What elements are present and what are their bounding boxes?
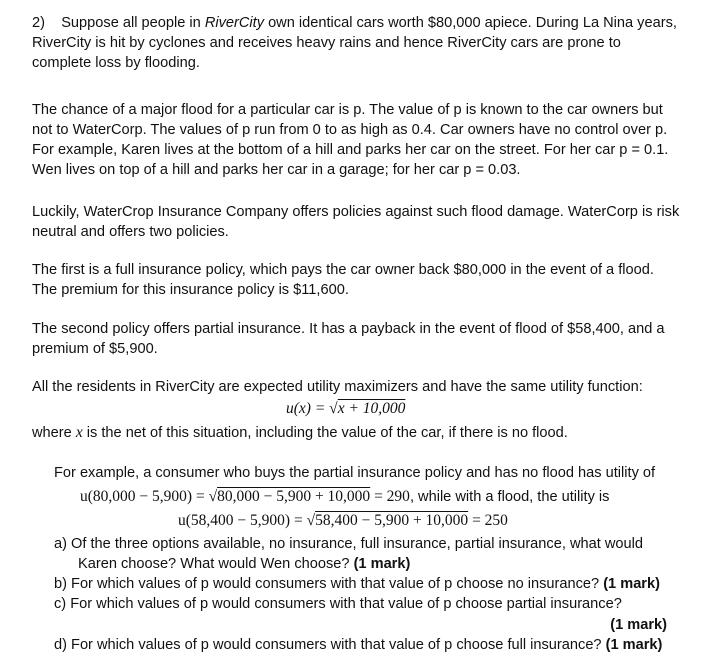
part-b-text: b) For which values of p would consumers with that value of p choose no insurance?: [54, 576, 604, 592]
where-b: is the net of this situation, including the value of the car, if there is no flood.: [82, 425, 568, 441]
part-d-mark: (1 mark): [605, 637, 663, 653]
example-line-3: u(58,400 − 5,900) = √58,400 − 5,900 + 10,000 = 250: [178, 512, 508, 529]
utility-radicand: x + 10,000: [337, 400, 406, 417]
utility-formula: u(x) = √x + 10,000: [286, 400, 406, 417]
part-a-mark: (1 mark): [353, 556, 411, 572]
paragraph-flood-probability: The chance of a major flood for a particular car is p. The value of p is known to the car owners but not to WaterCorp. The values of p run from 0 to as high as 0.4. Car owners have no control over p. For example, Karen lives at the bottom of a hill and parks her car on the street. For her car p = 0.1. Wen lives on top of a hill and parks her car in a garage; for her car p = 0.03.: [32, 102, 669, 178]
example-line-2: u(80,000 − 5,900) = √80,000 − 5,900 + 10,000 = 290, while with a flood, the utility is: [80, 488, 610, 505]
where-line: [32, 423, 568, 443]
paragraph-partial-policy: The second policy offers partial insurance. It has a payback in the event of flood of $58,400, and a premium of $5,900.: [32, 321, 665, 357]
example-result-2: = 250: [468, 512, 508, 529]
example-lhs-2: u(58,400 − 5,900) =: [178, 512, 307, 529]
part-c: c) For which values of p would consumers with that value of p choose partial insurance?: [54, 596, 622, 612]
paragraph-insurance-company: Luckily, WaterCrop Insurance Company offers policies against such flood damage. WaterCorp is risk neutral and offers two policies.: [32, 204, 680, 240]
example-radicand-2: 58,400 − 5,900 + 10,000: [315, 512, 469, 529]
example-result-1: = 290: [370, 488, 410, 505]
part-b: [54, 574, 660, 594]
part-d: [54, 635, 662, 655]
example-radicand-1: 80,000 − 5,900 + 10,000: [217, 488, 371, 505]
question-number: 2): [32, 15, 45, 31]
where-x: x: [75, 424, 83, 441]
example-line-1: For example, a consumer who buys the partial insurance policy and has no flood has utility of: [54, 465, 656, 481]
intro-text-b: own identical cars worth $80,000 apiece. During La Nina years, RiverCity is hit by cyclones and receives heavy rains and hence RiverCity cars are prone to complete loss by flooding.: [32, 15, 677, 71]
part-a-line-1: a) Of the three options available, no insurance, full insurance, partial insurance, what would: [54, 536, 643, 552]
question-intro: [32, 13, 682, 73]
paragraph-utility-intro: All the residents in RiverCity are expected utility maximizers and have the same utility function:: [32, 379, 643, 395]
intro-city: RiverCity: [204, 15, 265, 31]
where-a: where: [32, 425, 76, 441]
utility-lhs: u(x) =: [286, 400, 330, 417]
example-tail: , while with a flood, the utility is: [409, 489, 610, 505]
part-b-mark: (1 mark): [603, 576, 660, 592]
paragraph-full-policy: The first is a full insurance policy, which pays the car owner back $80,000 in the event of a flood. The premium for this insurance policy is $11,600.: [32, 262, 654, 298]
part-a-line-2: [78, 554, 410, 574]
part-c-mark: (1 mark): [610, 617, 667, 633]
intro-text-a: Suppose all people in: [61, 15, 205, 31]
part-d-text: d) For which values of p would consumers with that value of p choose full insurance?: [54, 637, 606, 653]
example-lhs-1: u(80,000 − 5,900) =: [80, 488, 209, 505]
part-a-text: Karen choose? What would Wen choose?: [78, 556, 354, 572]
